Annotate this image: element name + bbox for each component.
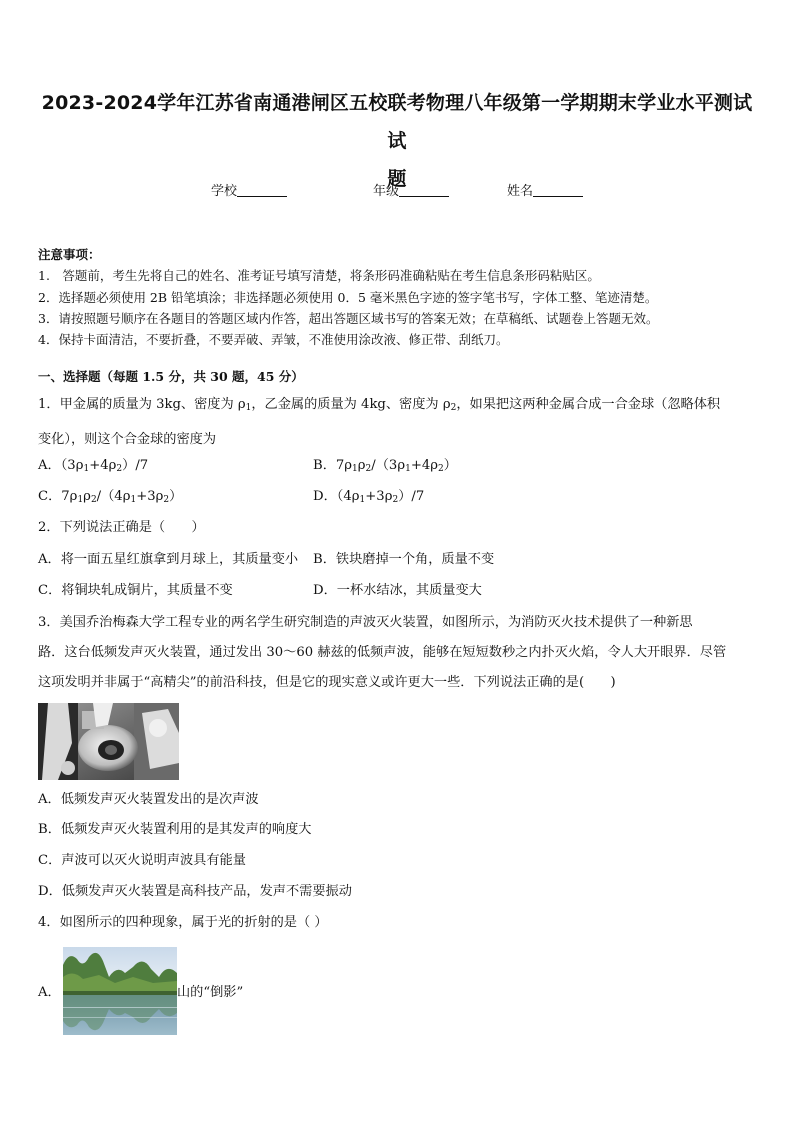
- exam-notes: [38, 244, 758, 350]
- note-item-4: 4．保持卡面清洁，不要折叠，不要弄破、弄皱，不准使用涂改液、修正带、刮纸刀。: [38, 332, 509, 348]
- q3-line-2: 路．这台低频发声灭火装置，通过发出 30～60 赫兹的低频声波，能够在短短数秒之内扑灭火焰，令人大开眼界．尽管: [38, 645, 727, 660]
- q1-stem-line-2: 变化），则这个合金球的密度为: [38, 432, 217, 447]
- q2-option-a[interactable]: A．将一面五星红旗拿到月球上，其质量变小: [38, 552, 299, 567]
- q3-option-c[interactable]: C．声波可以灭火说明声波具有能量: [38, 853, 246, 868]
- name-blank[interactable]: [533, 183, 583, 197]
- q1-stem-part: ，如果把这两种金属合成一合金球（忽略体积: [456, 397, 721, 412]
- q1-option-a[interactable]: A．$(3\rho_1+4\rho_2)/7$: [38, 458, 149, 474]
- school-field[interactable]: [211, 180, 287, 199]
- q3-line-1: 3．美国乔治梅森大学工程专业的两名学生研究制造的声波灭火装置，如图所示，为消防灭火技术提供了一种新思: [38, 615, 693, 630]
- sound-extinguisher-photo: [38, 703, 179, 780]
- rho-symbol: ρ: [442, 397, 451, 412]
- school-blank[interactable]: [237, 183, 287, 197]
- notes-heading: 注意事项：: [38, 247, 101, 262]
- rho-subscript: 2: [450, 403, 457, 413]
- student-info-fields: [0, 180, 794, 200]
- mountain-reflection-photo: [63, 947, 177, 1035]
- q1-stem-part: 1．甲金属的质量为 3kg、密度为: [38, 397, 238, 412]
- rho-subscript: 1: [245, 403, 252, 413]
- grade-blank[interactable]: [399, 183, 449, 197]
- question-1-stem: [38, 389, 758, 455]
- school-label: 学校: [211, 184, 238, 199]
- grade-field[interactable]: [373, 180, 449, 199]
- title-line-2: 题: [387, 168, 407, 190]
- q1-option-b[interactable]: B．$7\rho_1\rho_2/(3\rho_1+4\rho_2)$: [313, 458, 457, 474]
- name-label: 姓名: [507, 184, 534, 199]
- q1-option-c[interactable]: C．$7\rho_1\rho_2/(4\rho_1+3\rho_2)$: [38, 489, 183, 505]
- note-item-1: 1. 答题前，考生先将自己的姓名、准考证号填写清楚，将条形码准确粘贴在考生信息条形码粘贴区。: [38, 268, 600, 284]
- note-item-3: 3．请按照题号顺序在各题目的答题区域内作答，超出答题区域书写的答案无效；在草稿纸、试题卷上答题无效。: [38, 310, 659, 326]
- q1-option-d[interactable]: D．$(4\rho_1+3\rho_2)/7$: [313, 489, 425, 505]
- q3-line-3: 这项发明并非属于“高精尖”的前沿科技，但是它的现实意义或许更大一些．下列说法正确的是( ): [38, 675, 616, 690]
- q4-option-a-label[interactable]: A．: [38, 985, 61, 1000]
- q3-option-d[interactable]: D．低频发声灭火装置是高科技产品，发声不需要振动: [38, 884, 352, 899]
- rho-symbol: ρ: [237, 397, 246, 412]
- q1-stem-part: ，乙金属的质量为 4kg、密度为: [251, 397, 443, 412]
- q2-option-d[interactable]: D．一杯水结冰，其质量变大: [313, 583, 482, 598]
- q3-option-a[interactable]: A．低频发声灭火装置发出的是次声波: [38, 792, 259, 807]
- q2-option-b[interactable]: B．铁块磨掉一个角，质量不变: [313, 552, 495, 567]
- question-4-stem: 4．如图所示的四种现象，属于光的折射的是（ ）: [38, 915, 328, 930]
- question-3-stem: [38, 608, 758, 698]
- question-2-stem: 2．下列说法正确是（ ）: [38, 520, 205, 535]
- title-line-1: 2023-2024学年江苏省南通港闸区五校联考物理八年级第一学期期末学业水平测试试: [41, 92, 753, 152]
- section-heading: 一、选择题（每题 1.5 分，共 30 题，45 分）: [38, 369, 304, 384]
- q3-option-b[interactable]: B．低频发声灭火装置利用的是其发声的响度大: [38, 822, 312, 837]
- grade-label: 年级: [373, 184, 400, 199]
- note-item-2: 2．选择题必须使用 2B 铅笔填涂；非选择题必须使用 0．5 毫米黑色字迹的签字笔书写，字体工整、笔迹清楚。: [38, 289, 658, 305]
- q4-option-a-caption: 山的“倒影”: [177, 985, 244, 1000]
- q2-option-c[interactable]: C．将铜块轧成铜片，其质量不变: [38, 583, 233, 598]
- name-field[interactable]: [507, 180, 583, 199]
